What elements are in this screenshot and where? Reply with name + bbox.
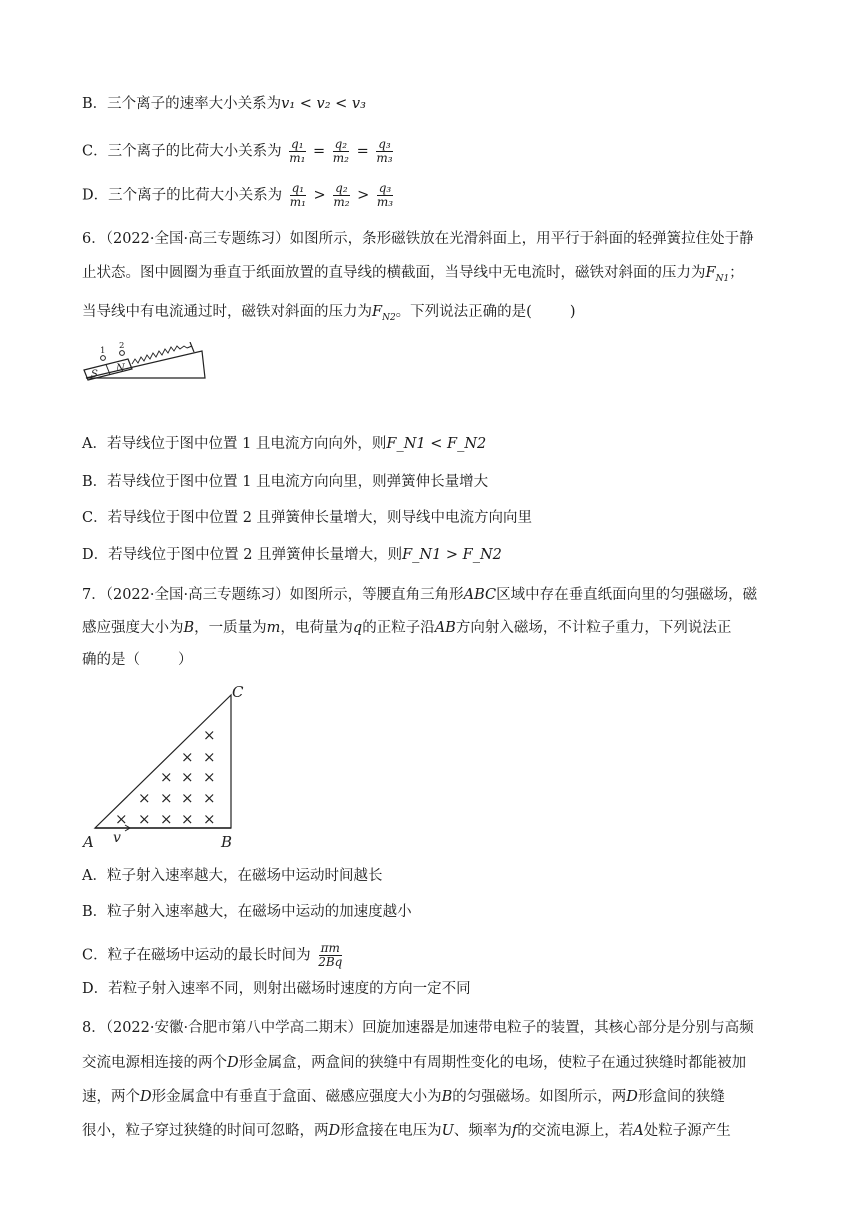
field-cross: × [138, 810, 151, 828]
figure-label-s: S [91, 369, 98, 380]
q7-option-a: A．粒子射入速率越大，在磁场中运动时间越长 [82, 868, 383, 884]
q6-option-d: D．若导线位于图中位置 2 且弹簧伸长量增大，则F_N1 > F_N2 [82, 547, 502, 563]
fraction: $\frac{\text{q₁}}{\text{m₁}}$ [289, 181, 306, 209]
q6-stem-line-2: 止状态。图中圆圈为垂直于纸面放置的直导线的横截面，当导线中无电流时，磁铁对斜面的压力为$F_{N1}$； [82, 265, 744, 284]
figure-label-b: B [221, 833, 233, 851]
field-cross: × [203, 748, 216, 766]
field-cross: × [160, 768, 173, 786]
q7-figure-triangle-field [80, 680, 255, 852]
field-cross: × [160, 789, 173, 807]
field-cross: × [203, 810, 216, 828]
magnetic-field-crosses [115, 726, 216, 828]
q7-option-c: C．粒子在磁场中运动的最长时间为 $\frac{\pi m}{2Bq}$ [82, 941, 343, 969]
q8-stem-line-4: 很小，粒子穿过狭缝的时间可忽略，两D形盒接在电压为U、频率为f的交流电源上，若A处粒子源产生 [82, 1123, 731, 1139]
figure-label-a: A [83, 833, 94, 851]
figure-label-v: v [113, 830, 121, 846]
q5-option-b: B．三个离子的速率大小关系为v₁ < v₂ < v₃ [82, 96, 366, 112]
q7-option-d: D．若粒子射入速率不同，则射出磁场时速度的方向一定不同 [82, 981, 471, 997]
q6-figure-incline-magnet [80, 342, 220, 384]
q8-stem-line-3: 速，两个D形金属盒中有垂直于盒面、磁感应强度大小为B的匀强磁场。如图所示，两D形盒间的狭缝 [82, 1089, 725, 1105]
q6-stem-line-1: 6．（2022·全国·高三专题练习）如图所示，条形磁铁放在光滑斜面上，用平行于斜面的轻弹簧拉住处于静 [82, 231, 754, 247]
figure-label-1: 1 [100, 346, 106, 356]
q7-stem-line-2: 感应强度大小为B，一质量为m，电荷量为q的正粒子沿AB方向射入磁场，不计粒子重力，下列说法正 [82, 620, 732, 636]
q7-stem-line-3: 确的是（ ） [82, 652, 193, 668]
q5-option-d: D．三个离子的比荷大小关系为 $\frac{\text{q₁}}{\text{m₁}}$ > $\frac{\text{q₂}}{\text{m₂}}$ > $\frac{\text{q₃}}{\text{m₃}}$ [82, 181, 394, 209]
fraction: $\frac{\text{q₃}}{\text{m₃}}$ [376, 181, 394, 209]
q6-option-b: B．若导线位于图中位置 1 且电流方向向里，则弹簧伸长量增大 [82, 474, 489, 490]
q5-option-b-formula: v₁ < v₂ < v₃ [281, 96, 366, 112]
figure-label-n: N [116, 363, 125, 374]
field-cross: × [203, 726, 216, 744]
field-cross: × [203, 768, 216, 786]
figure-label-c: C [232, 683, 244, 701]
field-cross: × [181, 810, 194, 828]
q8-stem-line-2: 交流电源相连接的两个D形金属盒，两盒间的狭缝中有周期性变化的电场，使粒子在通过狭缝时都能被加 [82, 1055, 747, 1071]
fraction: $\frac{\pi m}{2Bq}$ [318, 941, 343, 969]
field-cross: × [160, 810, 173, 828]
field-cross: × [181, 768, 194, 786]
fraction: $\frac{\text{q₂}}{\text{m₂}}$ [332, 137, 349, 165]
q8-stem-line-1: 8．（2022·安徽·合肥市第八中学高二期末）回旋加速器是加速带电粒子的装置，其核心部分是分别与高频 [82, 1020, 754, 1036]
q6-option-c: C．若导线位于图中位置 2 且弹簧伸长量增大，则导线中电流方向向里 [82, 510, 533, 526]
field-cross: × [181, 748, 194, 766]
field-cross: × [115, 810, 128, 828]
field-cross: × [138, 789, 151, 807]
figure-label-2: 2 [119, 342, 125, 351]
field-cross: × [181, 789, 194, 807]
fraction: $\frac{\text{q₃}}{\text{m₃}}$ [376, 137, 393, 165]
fraction: $\frac{\text{q₁}}{\text{m₁}}$ [289, 137, 306, 165]
q6-stem-line-3: 当导线中有电流通过时，磁铁对斜面的压力为$F_{N2}$。下列说法正确的是( ) [82, 304, 576, 323]
q6-option-a: A．若导线位于图中位置 1 且电流方向向外，则F_N1 < F_N2 [82, 436, 487, 452]
fraction: $\frac{\text{q₂}}{\text{m₂}}$ [333, 181, 350, 209]
q7-option-b: B．粒子射入速率越大，在磁场中运动的加速度越小 [82, 904, 412, 920]
field-cross: × [203, 789, 216, 807]
q5-option-c: C．三个离子的比荷大小关系为 $\frac{\text{q₁}}{\text{m₁}}$ = $\frac{\text{q₂}}{\text{m₂}}$ = $\frac{\text{q₃}}{\text{m₃}}$ [82, 137, 393, 165]
q7-stem-line-1: 7．（2022·全国·高三专题练习）如图所示，等腰直角三角形ABC区域中存在垂直纸面向里的匀强磁场，磁 [82, 587, 758, 603]
